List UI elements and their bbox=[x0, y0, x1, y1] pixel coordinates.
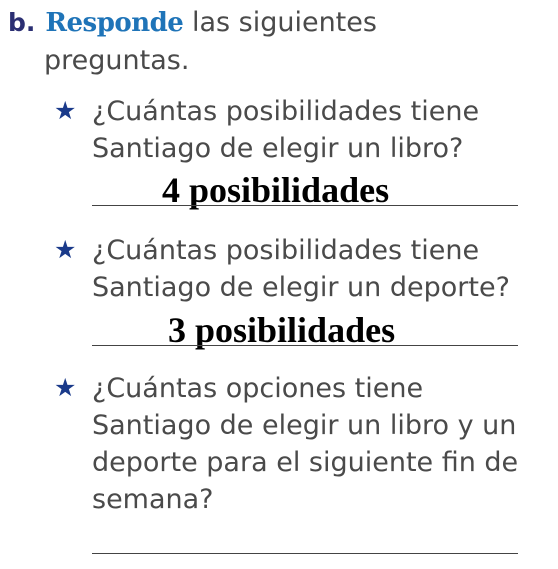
instruction-rest-line2: preguntas. bbox=[44, 45, 190, 76]
answer-2-line[interactable] bbox=[92, 345, 518, 346]
question-3-text: ¿Cuántas opciones tiene Santiago de elegir un libro y un deporte para el siguiente fin de semana? bbox=[92, 373, 519, 515]
star-bullet-icon: ★ bbox=[54, 235, 77, 264]
question-3 bbox=[54, 370, 534, 518]
exercise-heading bbox=[8, 4, 548, 80]
instruction-rest-line1: las siguientes bbox=[191, 7, 377, 38]
answer-1-text: 4 posibilidades bbox=[162, 170, 390, 210]
answer-3-line[interactable] bbox=[92, 553, 518, 554]
instruction-keyword: Responde bbox=[45, 8, 184, 38]
answer-1-line[interactable] bbox=[92, 205, 518, 206]
question-1-text: ¿Cuántas posibilidades tiene Santiago de elegir un libro? bbox=[92, 96, 480, 164]
question-2 bbox=[54, 232, 534, 306]
exercise-letter: b. bbox=[8, 8, 36, 37]
star-bullet-icon: ★ bbox=[54, 373, 77, 402]
question-2-text: ¿Cuántas posibilidades tiene Santiago de elegir un deporte? bbox=[92, 235, 510, 303]
star-bullet-icon: ★ bbox=[54, 96, 77, 125]
question-1 bbox=[54, 93, 534, 167]
answer-2-text: 3 posibilidades bbox=[168, 310, 396, 350]
